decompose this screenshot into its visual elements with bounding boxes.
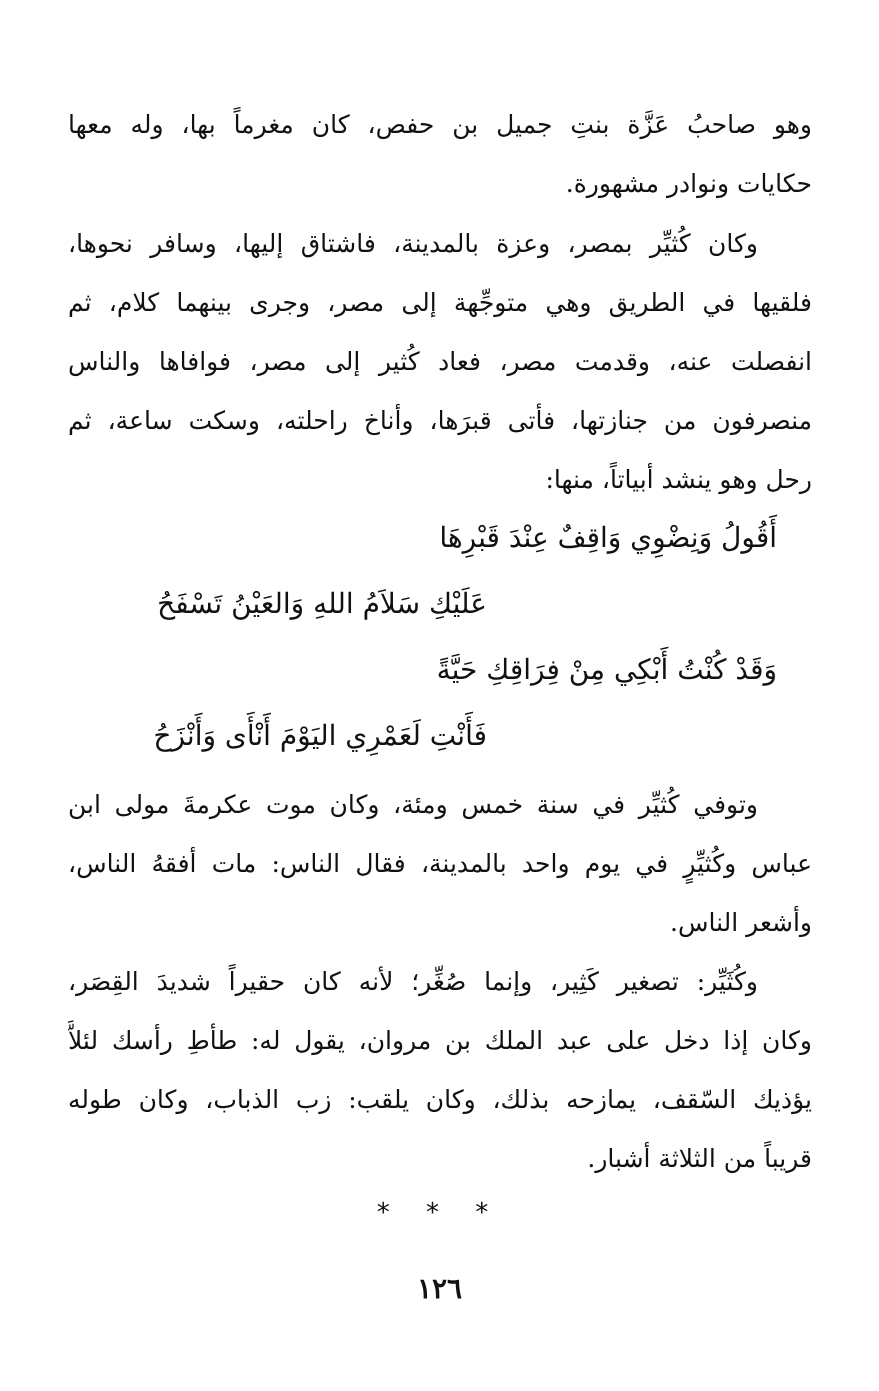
- paragraph-line: رحل وهو ينشد أبياتاً، منها:: [545, 465, 812, 494]
- paragraph-line: حكايات ونوادر مشهورة.: [565, 169, 812, 198]
- paragraph-line: فلقيها في الطريق وهي متوجِّهة إلى مصر، وجرى بينهما كلام، ثم: [68, 288, 812, 317]
- poem-verse: عَلَيْكِ سَلاَمُ اللهِ وَالعَيْنُ تَسْفَحُ: [157, 587, 487, 620]
- paragraph-1: [68, 95, 812, 213]
- poem-verse: فَأَنْتِ لَعَمْرِي اليَوْمَ أَنْأَى وَأَنْزَحُ: [153, 719, 487, 752]
- paragraph-line: وكان إذا دخل على عبد الملك بن مروان، يقول له: طأطِ رأسك لئلاَّ: [68, 1026, 812, 1055]
- poem: [60, 505, 820, 769]
- page-number: ١٢٦: [416, 1272, 463, 1305]
- paragraph-line: عباس وكُثيِّرٍ في يوم واحد بالمدينة، فقال الناس: مات أفقهُ الناس،: [68, 849, 812, 878]
- section-separator: * * *: [376, 1198, 503, 1228]
- paragraph-line: وأشعر الناس.: [670, 908, 812, 937]
- paragraph-line: وكان كُثيِّر بمصر، وعزة بالمدينة، فاشتاق إليها، وسافر نحوها،: [68, 229, 758, 258]
- paragraph-4: [68, 952, 812, 1188]
- paragraph-2: [68, 214, 812, 509]
- paragraph-line: وكُثَيِّر: تصغير كَثِير، وإنما صُغِّر؛ لأنه كان حقيراً شديدَ القِصَر،: [68, 967, 758, 996]
- paragraph-line: وهو صاحبُ عَزَّة بنتِ جميل بن حفص، كان مغرماً بها، وله معها: [68, 110, 812, 139]
- paragraph-line: قريباً من الثلاثة أشبار.: [587, 1144, 812, 1173]
- paragraph-line: منصرفون من جنازتها، فأتى قبرَها، وأناخ راحلته، وسكت ساعة، ثم: [68, 406, 812, 435]
- paragraph-3: [68, 775, 812, 952]
- paragraph-line: انفصلت عنه، وقدمت مصر، فعاد كُثير إلى مصر، فوافاها والناس: [68, 347, 812, 376]
- paragraph-line: وتوفي كُثيِّر في سنة خمس ومئة، وكان موت عكرمةَ مولى ابن: [68, 790, 758, 819]
- poem-verse: وَقَدْ كُنْتُ أَبْكِي مِنْ فِرَاقِكِ حَيَّةً: [436, 653, 777, 686]
- paragraph-line: يؤذيك السّقف، يمازحه بذلك، وكان يلقب: زب الذباب، وكان طوله: [68, 1085, 812, 1114]
- poem-verse: أَقُولُ وَنِضْوِي وَاقِفٌ عِنْدَ قَبْرِهَا: [439, 521, 777, 554]
